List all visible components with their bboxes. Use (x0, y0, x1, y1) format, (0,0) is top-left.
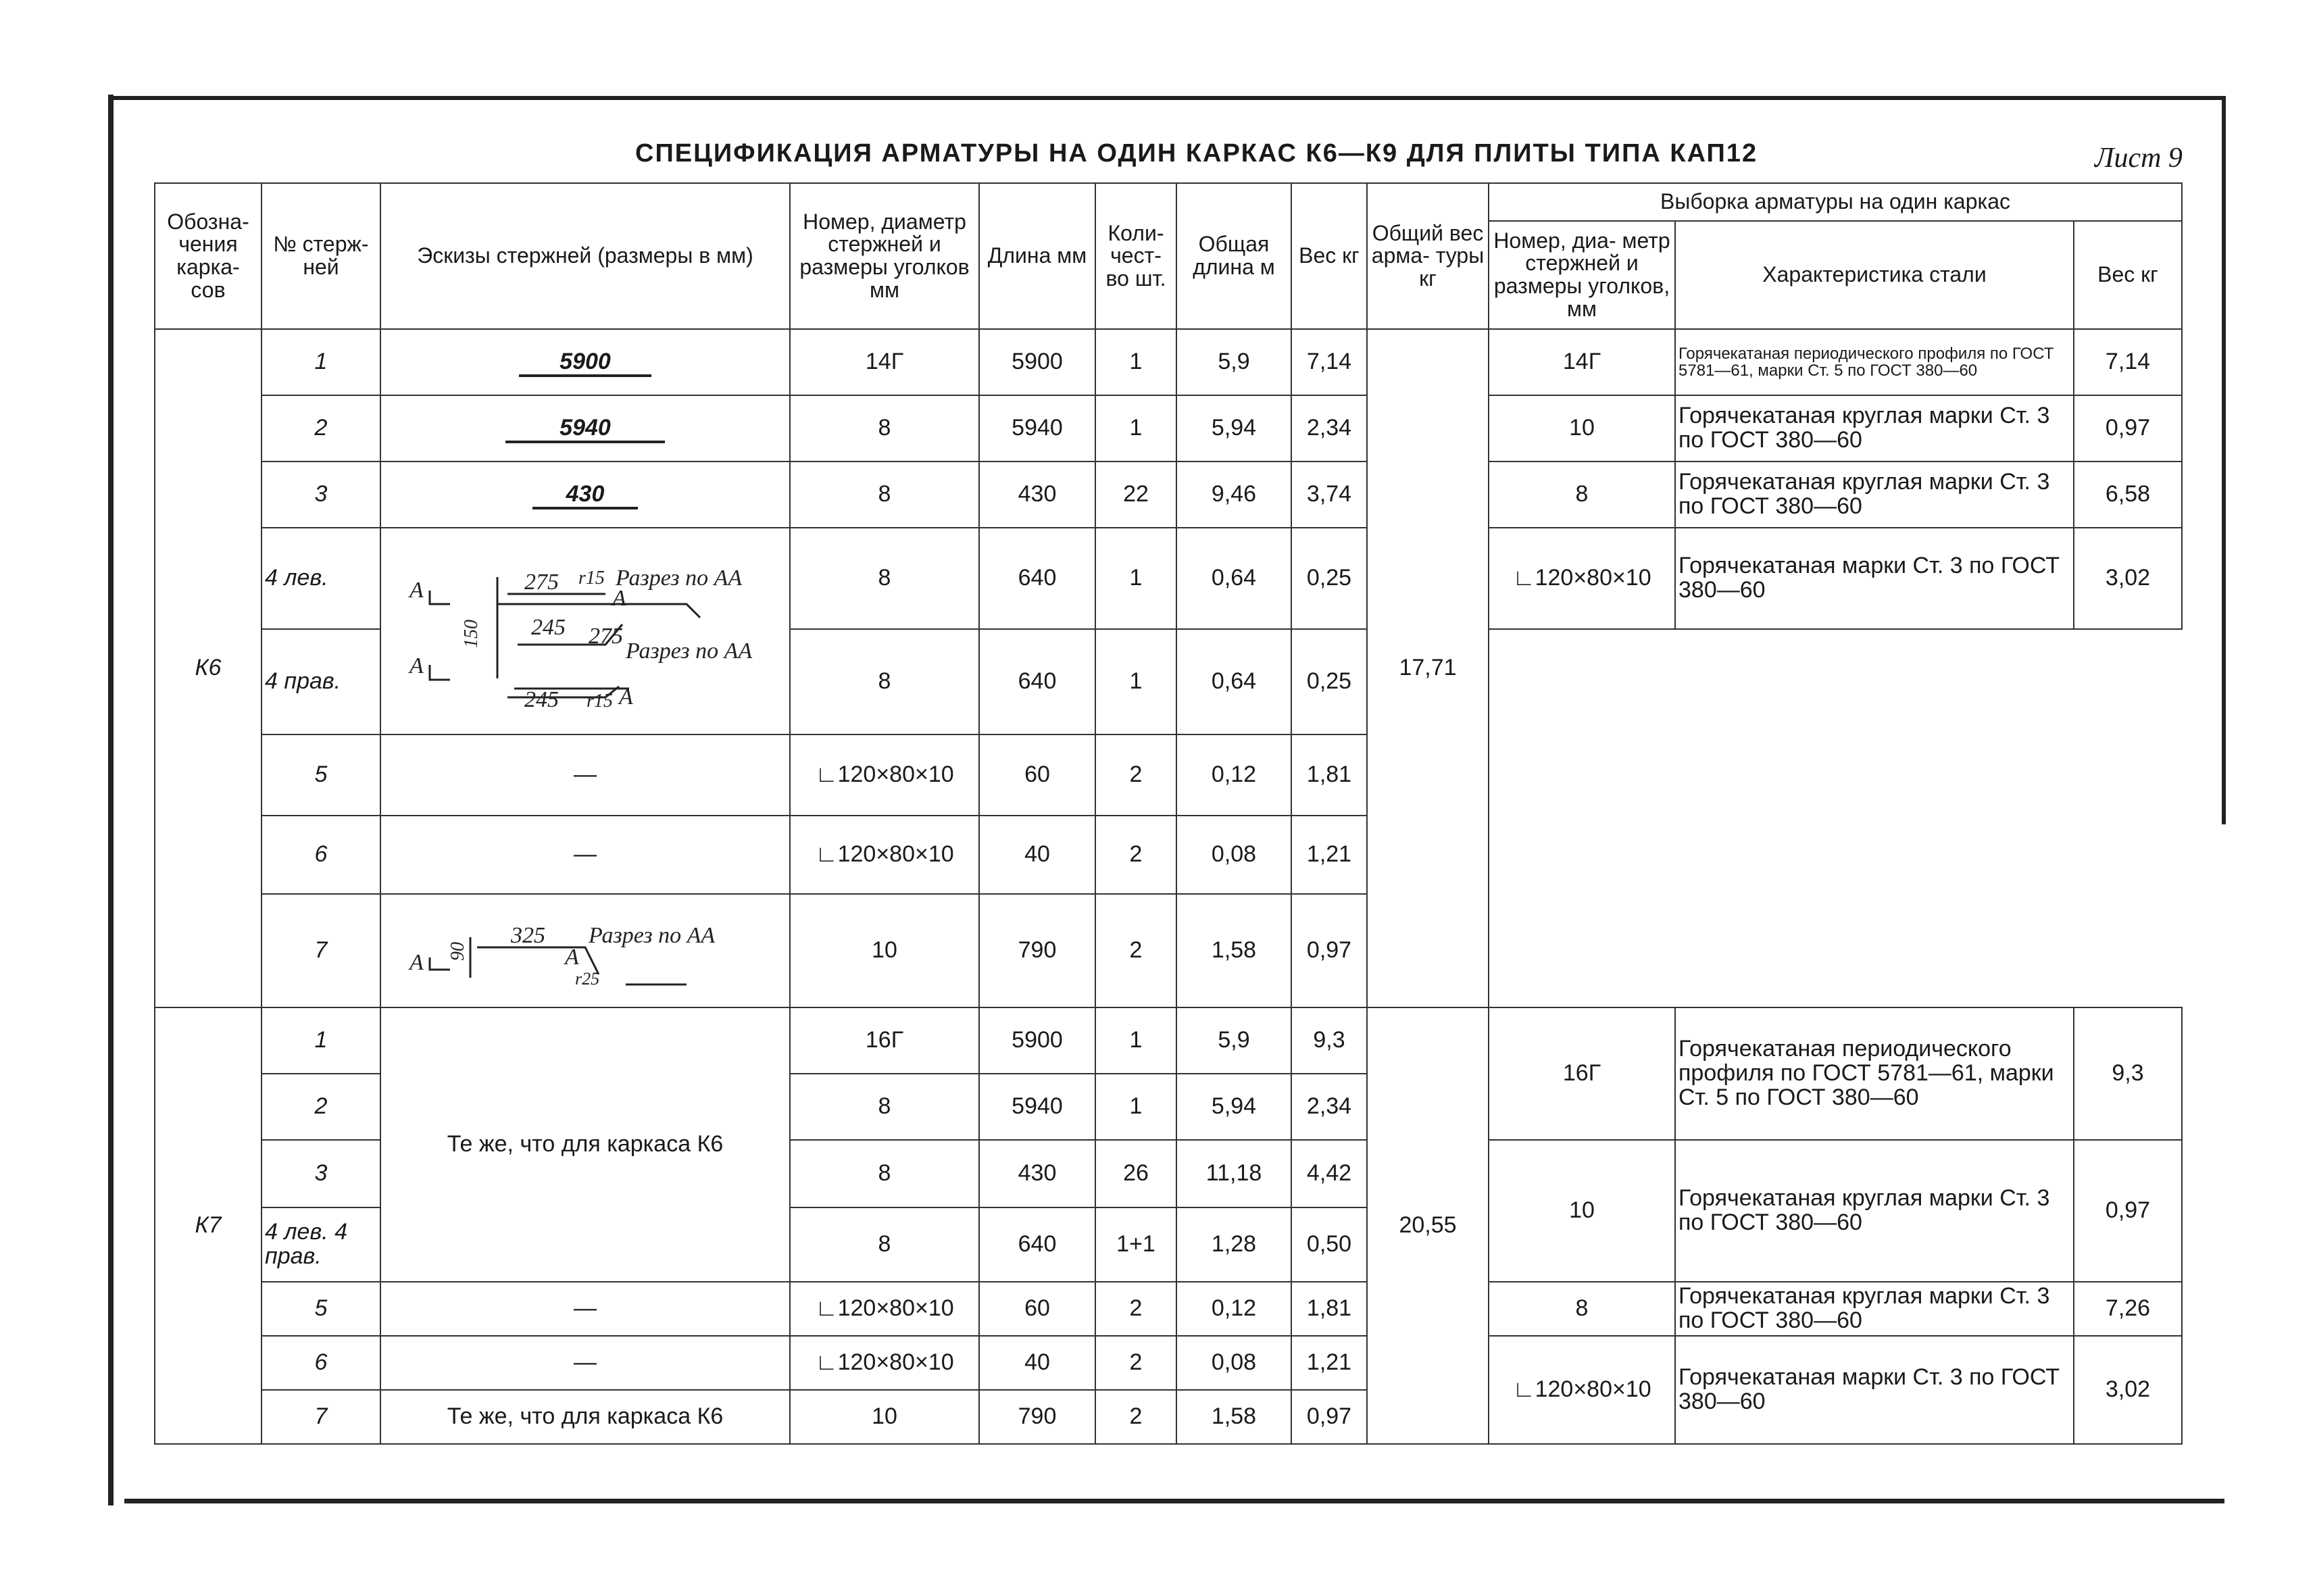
bar-qty: 22 (1095, 462, 1176, 528)
sketch-bent-bar-7 (380, 894, 790, 1007)
bar-qty: 26 (1095, 1140, 1176, 1207)
svg-text:А: А (565, 945, 579, 970)
sketch-bent-bars (380, 528, 790, 734)
bar-qty: 2 (1095, 1282, 1176, 1336)
svg-text:275: 275 (524, 570, 559, 595)
table-row (155, 329, 2182, 395)
bar-weight: 3,74 (1291, 462, 1367, 528)
frame-k6-label: К6 (155, 329, 262, 1007)
bar-total-length: 0,08 (1176, 816, 1291, 894)
svg-text:А: А (619, 684, 633, 709)
frame-bottom-line (124, 1499, 2224, 1503)
bar-weight: 2,34 (1291, 1074, 1367, 1140)
header-sketches: Эскизы стержней (размеры в мм) (380, 183, 790, 329)
bar-length: 5940 (979, 1074, 1095, 1140)
header-bar-no: № стерж- ней (262, 183, 380, 329)
bar-no: 3 (262, 1140, 380, 1207)
sketch-dash: — (380, 734, 790, 816)
bar-no: 1 (262, 1007, 380, 1074)
bar-length: 60 (979, 1282, 1095, 1336)
header-weight: Вес кг (1291, 183, 1367, 329)
bar-weight: 1,81 (1291, 734, 1367, 816)
bar-length: 640 (979, 528, 1095, 629)
bar-length: 790 (979, 894, 1095, 1007)
sel-weight: 7,26 (2074, 1282, 2182, 1336)
sel-char: Горячекатаная периодического профиля по ГОСТ 5781—61, марки Ст. 5 по ГОСТ 380—60 (1675, 1007, 2074, 1140)
bar-number: 8 (790, 462, 979, 528)
total-weight-k7: 20,55 (1367, 1007, 1489, 1444)
bar-total-length: 5,9 (1176, 329, 1291, 395)
svg-text:245: 245 (524, 687, 559, 712)
bar-weight: 0,25 (1291, 629, 1367, 734)
sketch-same-as-k6: Те же, что для каркаса К6 (380, 1007, 790, 1282)
bar-total-length: 0,64 (1176, 528, 1291, 629)
table-row (155, 1336, 2182, 1390)
sketch-dash: — (380, 816, 790, 894)
bar-total-length: 1,28 (1176, 1207, 1291, 1282)
svg-text:А: А (409, 950, 424, 975)
bar-no: 5 (262, 734, 380, 816)
sheet-number: Лист 9 (2095, 143, 2183, 174)
sel-number: ∟120×80×10 (1489, 1336, 1675, 1444)
sketch-straight: 5900 (380, 329, 790, 395)
bar-number: ∟120×80×10 (790, 1336, 979, 1390)
sel-char: Горячекатаная круглая марки Ст. 3 по ГОСТ 380—60 (1675, 462, 2074, 528)
sel-char: Горячекатаная круглая марки Ст. 3 по ГОСТ 380—60 (1675, 1140, 2074, 1282)
header-sel-char: Характеристика стали (1675, 221, 2074, 329)
bar-qty: 2 (1095, 1336, 1176, 1390)
header-qty: Коли- чест- во шт. (1095, 183, 1176, 329)
header-total-length: Общая длина м (1176, 183, 1291, 329)
table-row (155, 395, 2182, 462)
svg-text:Разрез по АА: Разрез по АА (589, 923, 716, 948)
bar-weight: 0,50 (1291, 1207, 1367, 1282)
bar-weight: 2,34 (1291, 395, 1367, 462)
sketch-same-as-k6: Те же, что для каркаса К6 (380, 1390, 790, 1444)
bar-length: 5900 (979, 1007, 1095, 1074)
sel-number: 10 (1489, 1140, 1675, 1282)
frame-k7-label: К7 (155, 1007, 262, 1444)
bar-no: 2 (262, 1074, 380, 1140)
bar-qty: 1 (1095, 1074, 1176, 1140)
bar-number: 8 (790, 629, 979, 734)
bar-weight: 9,3 (1291, 1007, 1367, 1074)
sel-number: 10 (1489, 395, 1675, 462)
sel-weight: 9,3 (2074, 1007, 2182, 1140)
sketch-dash: — (380, 1282, 790, 1336)
total-weight-k6: 17,71 (1367, 329, 1489, 1007)
bar-weight: 1,21 (1291, 1336, 1367, 1390)
frame-left-line (108, 95, 114, 1505)
sketch-straight: 5940 (380, 395, 790, 462)
bar-qty: 2 (1095, 894, 1176, 1007)
svg-text:325: 325 (511, 923, 545, 948)
bar-number: 8 (790, 1207, 979, 1282)
sel-char: Горячекатаная марки Ст. 3 по ГОСТ 380—60 (1675, 1336, 2074, 1444)
bar-no: 4 лев. (262, 528, 380, 629)
svg-text:90: 90 (447, 942, 468, 961)
bar-qty: 1 (1095, 395, 1176, 462)
header-number-diam: Номер, диаметр стержней и размеры уголков мм (790, 183, 979, 329)
svg-text:r15: r15 (587, 691, 613, 712)
sel-number: ∟120×80×10 (1489, 528, 1675, 629)
bar-qty: 1+1 (1095, 1207, 1176, 1282)
bar-no: 6 (262, 1336, 380, 1390)
bar-qty: 2 (1095, 1390, 1176, 1444)
header-designation: Обозна- чения карка- сов (155, 183, 262, 329)
sel-char: Горячекатаная круглая марки Ст. 3 по ГОСТ 380—60 (1675, 395, 2074, 462)
bar-no: 2 (262, 395, 380, 462)
bar-no: 5 (262, 1282, 380, 1336)
bar-length: 40 (979, 1336, 1095, 1390)
bar-no: 4 прав. (262, 629, 380, 734)
bar-number: 10 (790, 894, 979, 1007)
bar-total-length: 5,9 (1176, 1007, 1291, 1074)
bar-no: 1 (262, 329, 380, 395)
bar-qty: 1 (1095, 528, 1176, 629)
svg-text:А: А (612, 586, 626, 611)
bar-number: 8 (790, 395, 979, 462)
bar-qty: 1 (1095, 629, 1176, 734)
bar-qty: 1 (1095, 329, 1176, 395)
svg-text:245: 245 (531, 615, 566, 640)
bar-number: 14Г (790, 329, 979, 395)
bar-total-length: 11,18 (1176, 1140, 1291, 1207)
sel-weight: 3,02 (2074, 1336, 2182, 1444)
bar-number: 8 (790, 1074, 979, 1140)
bar-total-length: 5,94 (1176, 395, 1291, 462)
bar-no: 3 (262, 462, 380, 528)
bar-number: 16Г (790, 1007, 979, 1074)
bar-no: 7 (262, 894, 380, 1007)
bar-weight: 4,42 (1291, 1140, 1367, 1207)
svg-text:150: 150 (461, 620, 482, 648)
table-row (155, 462, 2182, 528)
sketch-straight: 430 (380, 462, 790, 528)
bar-number: 8 (790, 528, 979, 629)
sel-char: Горячекатаная марки Ст. 3 по ГОСТ 380—60 (1675, 528, 2074, 629)
svg-text:r15: r15 (578, 568, 605, 589)
header-sel-number: Номер, диа- метр стержней и размеры уголков, мм (1489, 221, 1675, 329)
bar-no: 4 лев. 4 прав. (262, 1207, 380, 1282)
frame-top-line (114, 96, 2222, 100)
bar-number: ∟120×80×10 (790, 734, 979, 816)
table-row (155, 528, 2182, 629)
bar-total-length: 5,94 (1176, 1074, 1291, 1140)
svg-text:А: А (409, 653, 424, 678)
bar-weight: 7,14 (1291, 329, 1367, 395)
bar-number: ∟120×80×10 (790, 816, 979, 894)
bar-total-length: 0,12 (1176, 1282, 1291, 1336)
bar-qty: 1 (1095, 1007, 1176, 1074)
header-sel-weight: Вес кг (2074, 221, 2182, 329)
bar-number: 10 (790, 1390, 979, 1444)
bar-length: 430 (979, 1140, 1095, 1207)
bar-number: 8 (790, 1140, 979, 1207)
sel-number: 14Г (1489, 329, 1675, 395)
sel-weight: 3,02 (2074, 528, 2182, 629)
bar-total-length: 0,08 (1176, 1336, 1291, 1390)
bar-length: 790 (979, 1390, 1095, 1444)
bar-length: 5940 (979, 395, 1095, 462)
bar-total-length: 1,58 (1176, 1390, 1291, 1444)
bar-total-length: 9,46 (1176, 462, 1291, 528)
sel-char: Горячекатаная периодического профиля по ГОСТ 5781—61, марки Ст. 5 по ГОСТ 380—60 (1675, 329, 2074, 395)
bar-no: 7 (262, 1390, 380, 1444)
bar-number: ∟120×80×10 (790, 1282, 979, 1336)
bar-qty: 2 (1095, 734, 1176, 816)
sel-number: 8 (1489, 462, 1675, 528)
bar-weight: 0,25 (1291, 528, 1367, 629)
svg-text:275: 275 (589, 624, 623, 649)
header-selection: Выборка арматуры на один каркас (1489, 183, 2182, 221)
bar-length: 5900 (979, 329, 1095, 395)
bar7-sketch (396, 910, 774, 991)
table-row (155, 1007, 2182, 1074)
specification-table (154, 182, 2183, 1445)
bar-weight: 0,97 (1291, 894, 1367, 1007)
svg-text:Разрез по АА: Разрез по АА (616, 566, 743, 591)
bar-length: 430 (979, 462, 1095, 528)
sel-number: 16Г (1489, 1007, 1675, 1140)
sel-weight: 7,14 (2074, 329, 2182, 395)
svg-text:Разрез по АА: Разрез по АА (626, 639, 753, 664)
selection-empty (1489, 629, 2182, 1007)
bent-bar-sketch (389, 530, 781, 732)
bar-length: 640 (979, 629, 1095, 734)
bar-length: 40 (979, 816, 1095, 894)
bar-weight: 0,97 (1291, 1390, 1367, 1444)
sel-number: 8 (1489, 1282, 1675, 1336)
bar-weight: 1,81 (1291, 1282, 1367, 1336)
sel-weight: 0,97 (2074, 395, 2182, 462)
header-total-weight: Общий вес арма- туры кг (1367, 183, 1489, 329)
table-row (155, 1282, 2182, 1336)
bar-weight: 1,21 (1291, 816, 1367, 894)
sel-weight: 0,97 (2074, 1140, 2182, 1282)
bar-total-length: 0,64 (1176, 629, 1291, 734)
bar-no: 6 (262, 816, 380, 894)
bar-length: 60 (979, 734, 1095, 816)
bar-length: 640 (979, 1207, 1095, 1282)
sel-char: Горячекатаная круглая марки Ст. 3 по ГОСТ 380—60 (1675, 1282, 2074, 1336)
sel-weight: 6,58 (2074, 462, 2182, 528)
bar-total-length: 0,12 (1176, 734, 1291, 816)
svg-text:А: А (409, 578, 424, 603)
sketch-dash: — (380, 1336, 790, 1390)
svg-text:r25: r25 (575, 969, 600, 989)
bar-qty: 2 (1095, 816, 1176, 894)
bar-total-length: 1,58 (1176, 894, 1291, 1007)
frame-right-line (2222, 96, 2226, 824)
header-length: Длина мм (979, 183, 1095, 329)
